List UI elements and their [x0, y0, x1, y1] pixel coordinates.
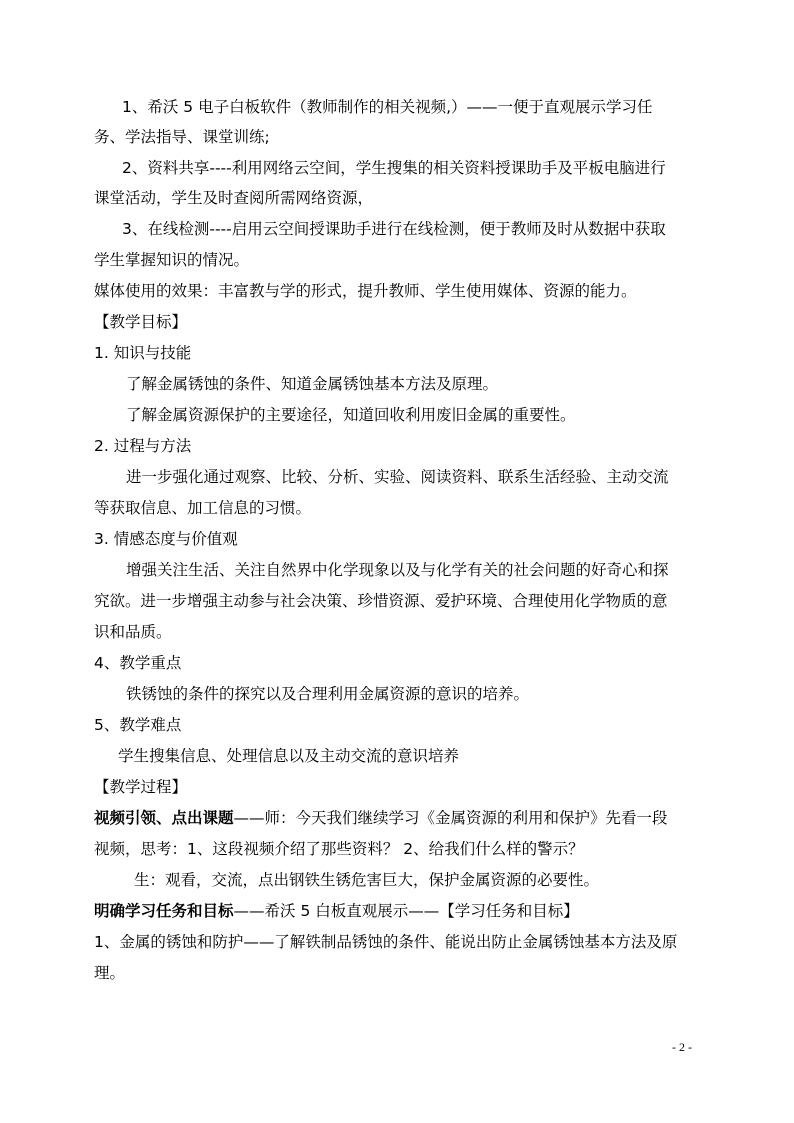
process-video-title: 视频引领、点出课题 [94, 809, 234, 827]
process-video-line [94, 807, 668, 829]
page-number: - 2 - [672, 1040, 692, 1054]
key-point-heading: 4、教学重点 [94, 654, 182, 672]
media-line-3-cont: 学生掌握知识的情况。 [94, 251, 250, 269]
process-task-text: ——希沃 5 白板直观展示——【学习任务和目标】 [233, 902, 579, 920]
media-line-2-cont: 课堂活动，学生及时查阅所需网络资源， [94, 189, 374, 207]
goal-1-line-2: 了解金属资源保护的主要途径，知道回收利用废旧金属的重要性。 [126, 406, 576, 424]
difficulty-text: 学生搜集信息、处理信息以及主动交流的意识培养 [118, 747, 460, 765]
task-1-line: 1、金属的锈蚀和防护——了解铁制品锈蚀的条件、能说出防止金属锈蚀基本方法及原 [94, 933, 678, 951]
process-student-line: 生：观看，交流，点出钢铁生锈危害巨大，保护金属资源的必要性。 [134, 871, 600, 889]
media-effect-line: 媒体使用的效果：丰富教与学的形式，提升教师、学生使用媒体、资源的能力。 [94, 282, 637, 300]
difficulty-heading: 5、教学难点 [94, 716, 182, 734]
goal-3-line-2: 究欲。进一步增强主动参与社会决策、珍惜资源、爱护环境、合理使用化学物质的意 [94, 592, 668, 610]
key-point-text: 铁锈蚀的条件的探究以及合理利用金属资源的意识的培养。 [126, 685, 530, 703]
process-video-text: ——师：今天我们继续学习《金属资源的利用和保护》先看一段 [233, 809, 668, 827]
task-1-line-cont: 理。 [94, 964, 126, 982]
goal-2-heading: 2. 过程与方法 [94, 437, 192, 455]
process-task-line [94, 900, 579, 922]
goal-2-line-1: 进一步强化通过观察、比较、分析、实验、阅读资料、联系生活经验、主动交流 [126, 468, 669, 486]
goal-2-line-2: 等获取信息、加工信息的习惯。 [94, 499, 312, 517]
media-line-3: 3、在线检测----启用云空间授课助手进行在线检测，便于教师及时从数据中获取 [122, 220, 666, 238]
process-video-line-cont: 视频，思考：1、这段视频介绍了那些资料？ 2、给我们什么样的警示？ [94, 840, 584, 858]
goal-3-line-3: 识和品质。 [94, 623, 172, 641]
media-line-1: 1、希沃 5 电子白板软件（教师制作的相关视频,）——一便于直观展示学习任 [122, 98, 653, 116]
goal-3-heading: 3. 情感态度与价值观 [94, 530, 238, 548]
goal-3-line-1: 增强关注生活、关注自然界中化学现象以及与化学有关的社会问题的好奇心和探 [126, 561, 669, 579]
media-line-1-cont: 务、学法指导、课堂训练; [94, 128, 270, 146]
section-heading-process: 【教学过程】 [94, 778, 188, 796]
section-heading-goals: 【教学目标】 [94, 313, 188, 331]
goal-1-heading: 1. 知识与技能 [94, 344, 192, 362]
process-task-title: 明确学习任务和目标 [94, 902, 234, 920]
media-line-2: 2、资料共享----利用网络云空间，学生搜集的相关资料授课助手及平板电脑进行 [122, 159, 666, 177]
goal-1-line-1: 了解金属锈蚀的条件、知道金属锈蚀基本方法及原理。 [126, 375, 499, 393]
